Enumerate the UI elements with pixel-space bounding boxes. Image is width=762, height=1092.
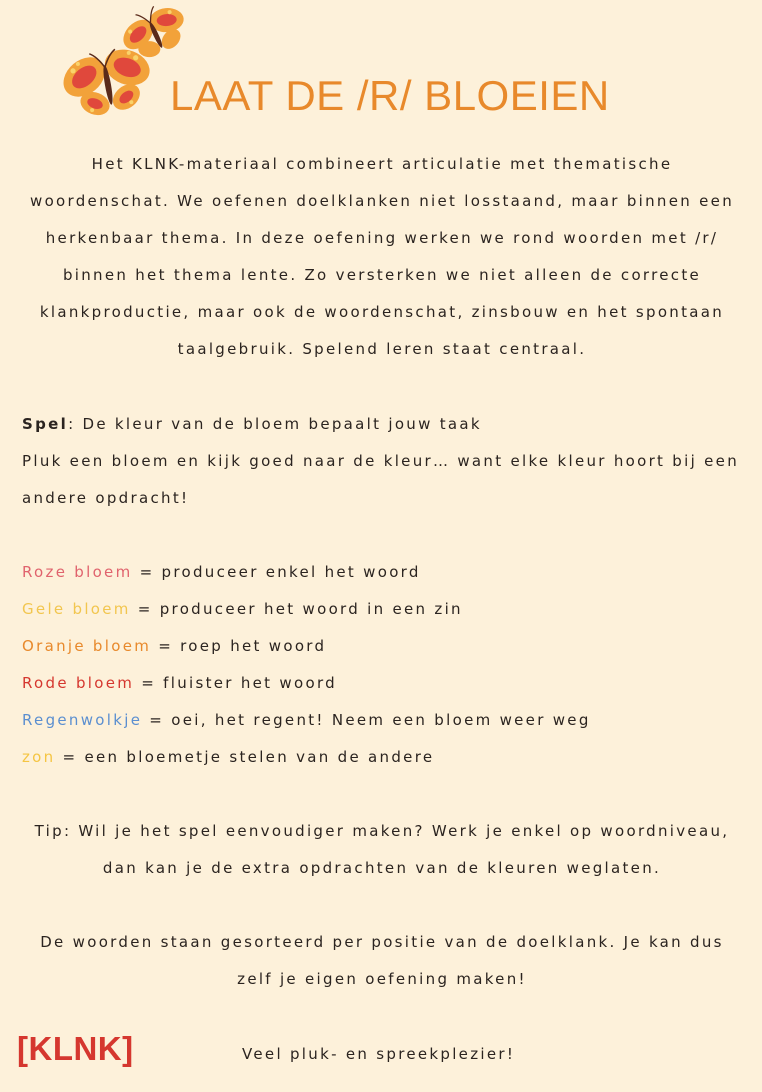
rule-key: Rode bloem [22,674,135,692]
game-heading [22,406,742,443]
rule-yellow-flower [22,591,742,628]
rule-sun [22,739,742,776]
rule-orange-flower [22,628,742,665]
rule-pink-flower [22,554,742,591]
words-note-paragraph: De woorden staan gesorteerd per positie van de doelklank. Je kan dus zelf je eigen oefening maken! [40,933,724,988]
color-rules-list [22,554,742,776]
rule-key: Gele bloem [22,600,131,618]
rule-key: Roze bloem [22,563,133,581]
game-instruction: Pluk een bloem en kijk goed naar de kleur… want elke kleur hoort bij een andere opdracht! [22,452,739,507]
rule-text: = produceer enkel het woord [132,563,421,581]
rule-text: = oei, het regent! Neem een bloem weer weg [142,711,591,729]
rule-rain-cloud [22,702,742,739]
rule-red-flower [22,665,742,702]
rule-key: Regenwolkje [22,711,143,729]
klnk-logo: [KLNK] [17,1030,134,1067]
game-label: Spel [22,415,69,433]
rule-text: = een bloemetje stelen van de andere [55,748,435,766]
page-title: LAAT DE /R/ BLOEIEN [170,72,610,119]
rule-text: = fluister het woord [134,674,337,692]
intro-paragraph: Het KLNK-materiaal combineert articulatie met thematische woordenschat. We oefenen doelklanken niet losstaand, maar binnen een herkenbaar thema. In deze oefening werken we rond woorden met /r/ binnen het thema lente. Zo versterken we niet alleen de correcte klankproductie, maar ook de woordenschat, zinsbouw en het spontaan taalgebruik. Spelend leren staat centraal. [30,155,734,358]
rule-key: zon [22,748,56,766]
rule-text: = roep het woord [151,637,327,655]
tip-paragraph: Tip: Wil je het spel eenvoudiger maken? Werk je enkel op woordniveau, dan kan je de extra opdrachten van de kleuren weglaten. [34,822,730,877]
game-section [22,406,742,517]
rule-key: Oranje bloem [22,637,152,655]
rule-text: = produceer het woord in een zin [130,600,463,618]
closing-text: Veel pluk- en spreekplezier! [242,1045,516,1063]
game-heading-text: : De kleur van de bloem bepaalt jouw taak [68,415,482,433]
